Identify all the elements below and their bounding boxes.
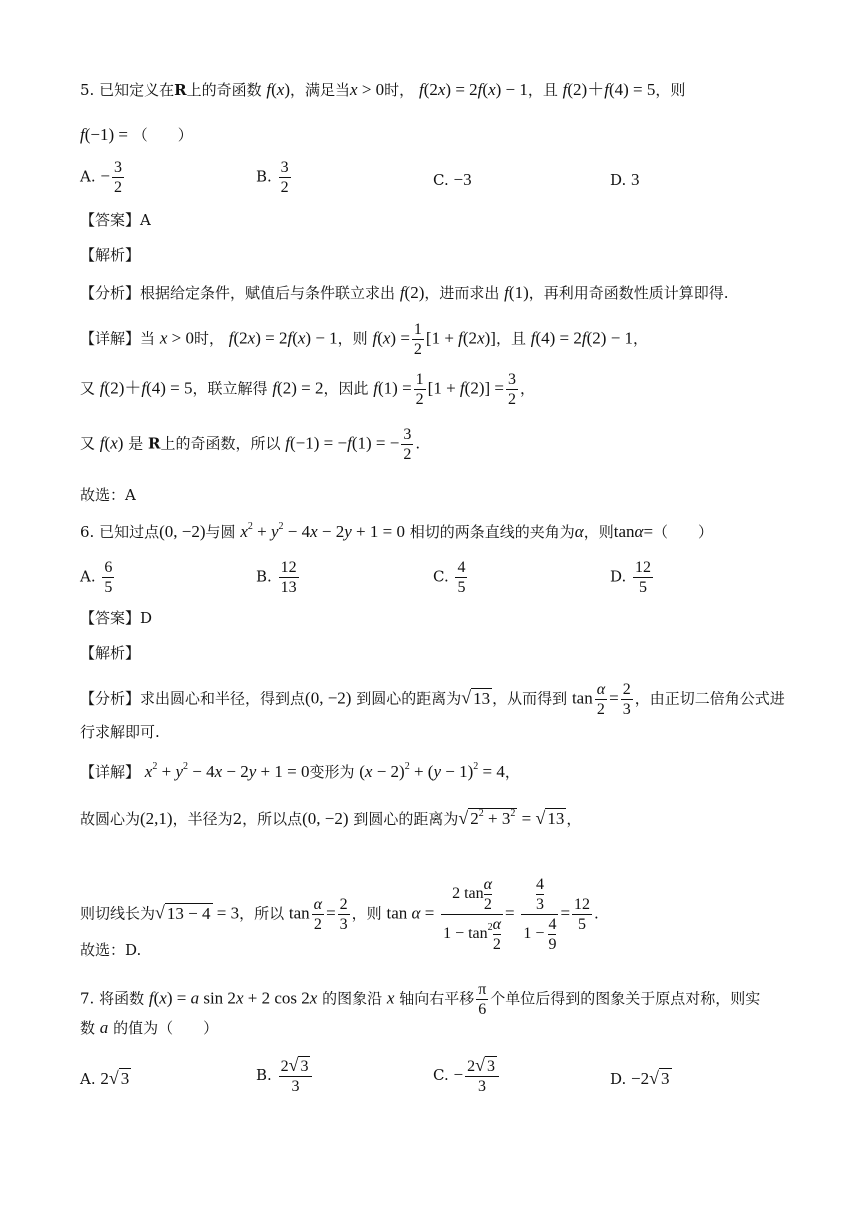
q6-detail-line1: 【详解】 $x^2 + y^2 - 4x - 2y + 1 = 0$变形为 $(x - 2)^2 + (y - 1)^2 = 4$，: [80, 761, 520, 781]
q5-stem: 5. 已知定义在R上的奇函数 f(x)，满足当x > 0时， f(2x) = 2f(x) − 1，且 f(2)＋f(4) = 5，则: [80, 80, 686, 99]
q5-answer: 【答案】A: [80, 211, 151, 229]
q7-option-d: D. −2√ 3: [610, 1068, 670, 1088]
q6-option-d: D. $\frac{12}{5}$: [610, 559, 652, 596]
q6-fenxi-line1: 【分析】求出圆心和半径，得到点(0, −2) 到圆心的距离为√ 13 ，从而得到 tan $\frac{\alpha}{2}$ = $\frac{2}{3}$ ，由正切二倍角公式进: [80, 681, 785, 718]
q6-choice: 故选：D.: [80, 941, 142, 959]
q5-detail-line2: 又 f(2)＋f(4) = 5，联立解得 f(2) = 2，因此 f(1) = $\frac{1}{2}$ [1 + f(2)] = $\frac{3}{2}$ ，: [80, 371, 535, 408]
q7-option-a: A. 2√ 3: [80, 1068, 130, 1088]
q5-stem-cont: f(−1) = （ ）: [80, 125, 193, 144]
q5-analysis-heading: 【解析】: [80, 246, 141, 264]
q7-stem: 7. 将函数 f(x) = a sin 2x + 2 cos 2x 的图象沿 x 轴向右平移 $\frac{\pi}{6}$ 个单位后得到的图象关于原点对称，则实: [80, 981, 761, 1018]
q6-analysis-heading: 【解析】: [80, 644, 141, 662]
q7-option-c: C. − $\frac{2√ 3}{3}$: [433, 1056, 501, 1096]
q7-option-b: B. $\frac{2√ 3}{3}$: [256, 1056, 314, 1096]
q5-option-a: A. − $\frac{3}{2}$: [80, 159, 122, 196]
q5-choice: 故选：A: [80, 486, 136, 504]
q6-answer: 【答案】D: [80, 609, 153, 627]
q5-detail-line3: 又 f(x) 是 R上的奇函数，所以 f(−1) = −f(1) = − $\frac{3}{2}$ .: [80, 426, 421, 463]
q5-option-d: D. 3: [610, 170, 640, 189]
q6-option-c: C. $\frac{4}{5}$: [433, 559, 466, 596]
q5-option-b: B. $\frac{3}{2}$: [256, 159, 289, 196]
q5-option-c: C. −3: [433, 170, 472, 189]
q5-detail-line1: 【详解】当 x > 0时， f(2x) = 2f(x) − 1，则 f(x) = $\frac{1}{2}$ [1 + f(2x)]，且 f(4) = 2f(2) − 1，: [80, 321, 649, 358]
q6-stem: 6. 已知过点(0, −2)与圆 $x^2 + y^2 - 4x - 2y + 1 = 0$ 相切的两条直线的夹角为α，则tanα=（ ）: [80, 521, 714, 541]
q6-option-b: B. $\frac{12}{13}$: [256, 559, 297, 596]
q6-detail-line2: 故圆心为(2,1)，半径为2，所以点(0, −2) 到圆心的距离为√ $2^2 + 3^2$ = √ 13 ，: [80, 808, 582, 828]
q6-fenxi-line2: 行求解即可.: [80, 723, 160, 741]
q7-stem-cont: 数 a 的值为（ ）: [80, 1018, 219, 1037]
q5-fenxi: 【分析】根据给定条件，赋值后与条件联立求出 f(2)，进而求出 f(1)，再利用奇函数性质计算即得.: [80, 283, 729, 302]
q6-option-a: A. $\frac{6}{5}$: [80, 559, 113, 596]
q6-detail-line3: 则切线长为√ 13 − 4 = 3，所以 tan $\frac{\alpha}{2}$ = $\frac{2}{3}$ ，则 tan α = 2 tan $\frac{\alpha}{2}$ $1 - \tan^2$ $\frac{\alpha}{2}$ = $\frac{4}{3}$ 1 − $\frac{4}{9}$ = $\frac{12}{5}$ .: [80, 876, 599, 953]
